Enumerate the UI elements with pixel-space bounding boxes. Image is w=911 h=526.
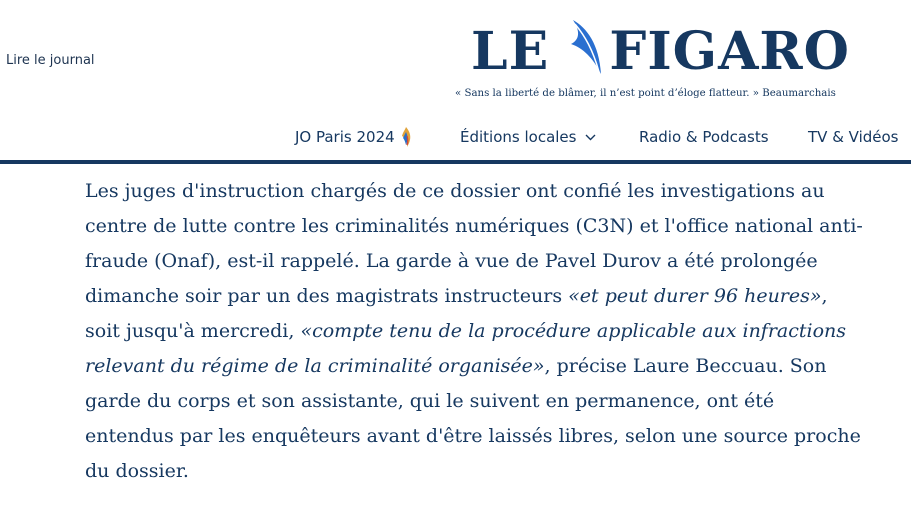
chevron-down-icon <box>585 134 596 141</box>
logo-text-le: LE <box>471 21 550 82</box>
nav-item-label: JO Paris 2024 <box>295 128 395 146</box>
article-paragraph <box>85 174 865 489</box>
motto: « Sans la liberté de blâmer, il n’est point d’éloge flatteur. » Beaumarchais <box>455 88 836 99</box>
quote-2: «compte tenu de la procédure applicable aux infractions relevant du régime de la criminalité organisée» <box>85 320 847 377</box>
paragraph-text-3: , précise Laure Beccuau. Son garde du corps et son assistante, qui le suivent en permanence, ont été entendus par les enquêteurs avant d'être laissés libres, selon une source proche du dossier. <box>85 355 861 482</box>
article-body <box>85 174 865 489</box>
site-header <box>0 0 911 160</box>
read-journal-link[interactable]: Lire le journal <box>6 53 95 68</box>
logo-text-figaro: FIGARO <box>609 21 850 82</box>
feather-quill-icon <box>565 18 605 78</box>
nav-item-label: TV & Vidéos <box>808 128 899 146</box>
nav-editions-locales[interactable] <box>460 124 596 150</box>
paragraph-text-1: Les juges d'instruction chargés de ce dossier ont confié les investigations au centre de lutte contre les criminalités numériques (C3N) et l'office national anti-fraude (Onaf), est-il rappelé. La garde à vue de Pavel Durov a été prolongée dimanche soir par un des magistrats instructeurs <box>85 180 863 307</box>
paragraph-text-2: , soit jusqu'à mercredi, <box>85 285 828 342</box>
olympic-flame-icon <box>399 126 413 148</box>
nav-tv-videos[interactable] <box>808 124 899 150</box>
nav-radio-podcasts[interactable] <box>639 124 769 150</box>
le-figaro-logo[interactable] <box>471 22 871 82</box>
quote-1: «et peut durer 96 heures» <box>568 285 822 307</box>
main-nav <box>0 124 911 154</box>
header-divider <box>0 160 911 164</box>
nav-item-label: Radio & Podcasts <box>639 128 769 146</box>
nav-jo-paris-2024[interactable] <box>295 124 413 150</box>
nav-item-label: Éditions locales <box>460 128 577 146</box>
